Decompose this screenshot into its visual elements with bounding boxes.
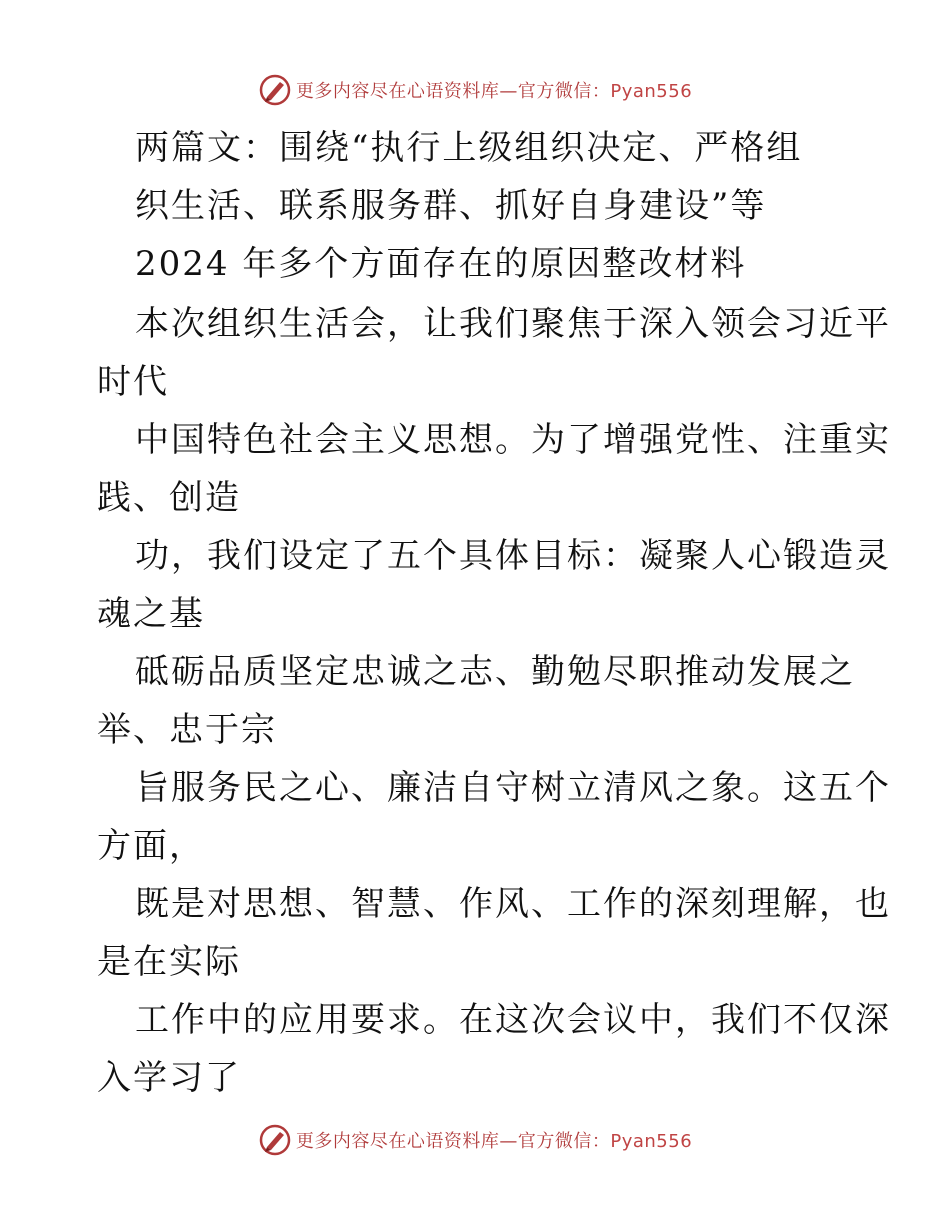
paragraph-line: 方面， — [97, 826, 205, 866]
title-line-1: 两篇文：围绕“执行上级组织决定、严格组 — [135, 128, 803, 168]
watermark-handle: Pyan556 — [610, 1131, 693, 1152]
paragraph-line: 工作中的应用要求。在这次会议中，我们不仅深 — [135, 1000, 891, 1040]
paragraph-line: 是在实际 — [97, 942, 241, 982]
paragraph-line: 本次组织生活会，让我们聚焦于深入领会习近平 — [135, 304, 891, 344]
paragraph-line: 时代 — [97, 362, 169, 402]
paragraph-line: 砥砺品质坚定忠诚之志、勤勉尽职推动发展之 — [135, 652, 855, 692]
paragraph-line: 旨服务民之心、廉洁自守树立清风之象。这五个 — [135, 768, 891, 808]
title-line-2: 织生活、联系服务群、抓好自身建设”等 — [135, 186, 767, 226]
watermark-text: 更多内容尽在心语资料库—官方微信：Pyan556 — [295, 81, 693, 102]
pen-logo-icon — [258, 73, 292, 107]
paragraph-line: 入学习了 — [97, 1058, 241, 1098]
paragraph-line: 践、创造 — [97, 478, 241, 518]
paragraph-line: 功，我们设定了五个具体目标：凝聚人心锻造灵 — [135, 536, 891, 576]
watermark-footer — [0, 1120, 950, 1160]
watermark-handle: Pyan556 — [610, 81, 693, 102]
title-line-3: 2024 年多个方面存在的原因整改材料 — [135, 244, 747, 284]
paragraph-line: 既是对思想、智慧、作风、工作的深刻理解，也 — [135, 884, 891, 924]
paragraph-line: 举、忠于宗 — [97, 710, 277, 750]
paragraph-line: 魂之基 — [97, 594, 205, 634]
paragraph-line: 中国特色社会主义思想。为了增强党性、注重实 — [135, 420, 891, 460]
watermark-text: 更多内容尽在心语资料库—官方微信：Pyan556 — [295, 1131, 693, 1152]
pen-logo-icon — [258, 1123, 292, 1157]
watermark-header — [0, 70, 950, 110]
